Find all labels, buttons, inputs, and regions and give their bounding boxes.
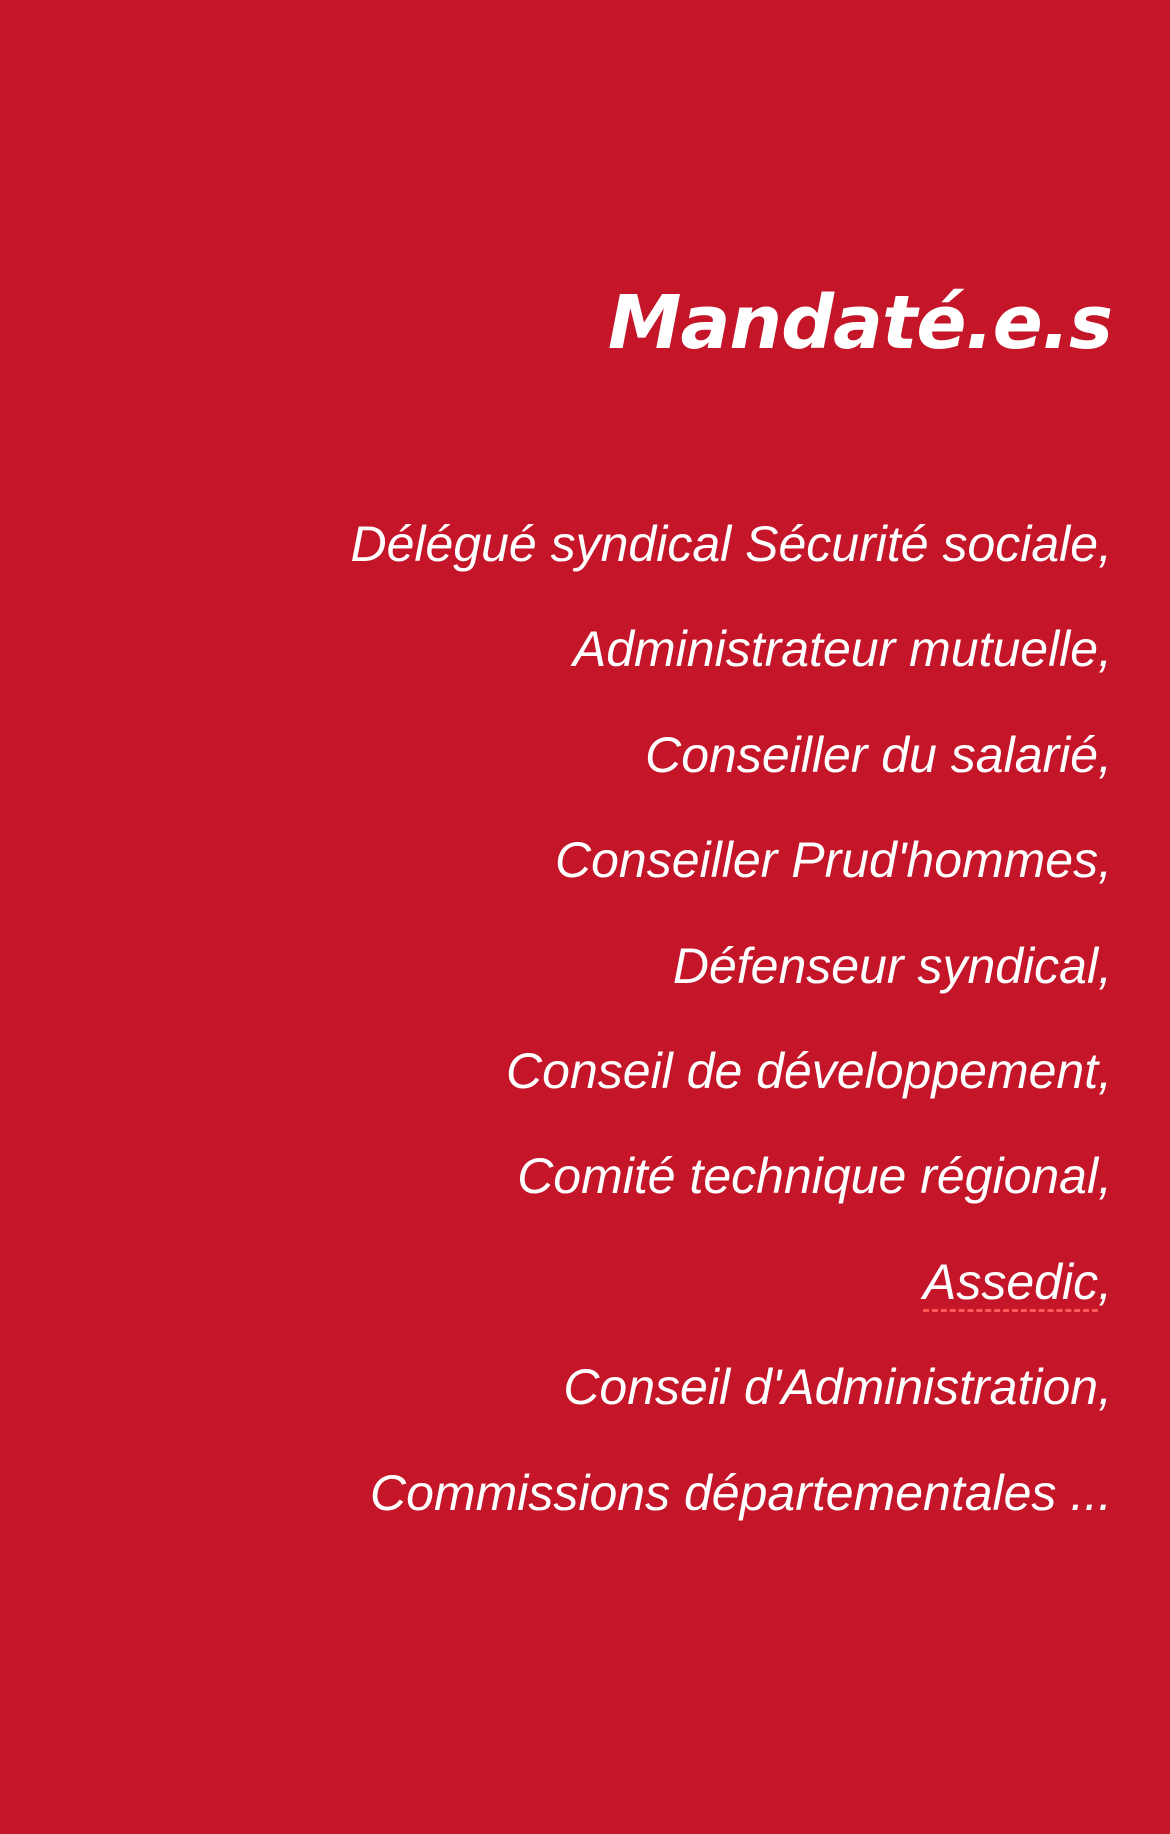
list-item: Administrateur mutuelle, xyxy=(572,621,1112,678)
list-item: Conseiller Prud'hommes, xyxy=(555,832,1112,889)
spellcheck-underlined-word[interactable]: Assedic xyxy=(923,1253,1099,1310)
list-item: Conseil d'Administration, xyxy=(563,1359,1112,1416)
mandates-list xyxy=(350,496,1112,1550)
list-item: Commissions départementales ... xyxy=(370,1464,1112,1521)
page-title: Mandaté.e.s xyxy=(607,280,1112,366)
list-item: Conseiller du salarié, xyxy=(645,726,1112,783)
list-item: Conseil de développement, xyxy=(506,1042,1112,1099)
list-item-punctuation: , xyxy=(1098,1253,1112,1310)
list-item: Comité technique régional, xyxy=(517,1148,1112,1205)
list-item: Délégué syndical Sécurité sociale, xyxy=(350,516,1112,572)
list-item xyxy=(350,1234,1112,1339)
list-item: Défenseur syndical, xyxy=(672,937,1112,994)
